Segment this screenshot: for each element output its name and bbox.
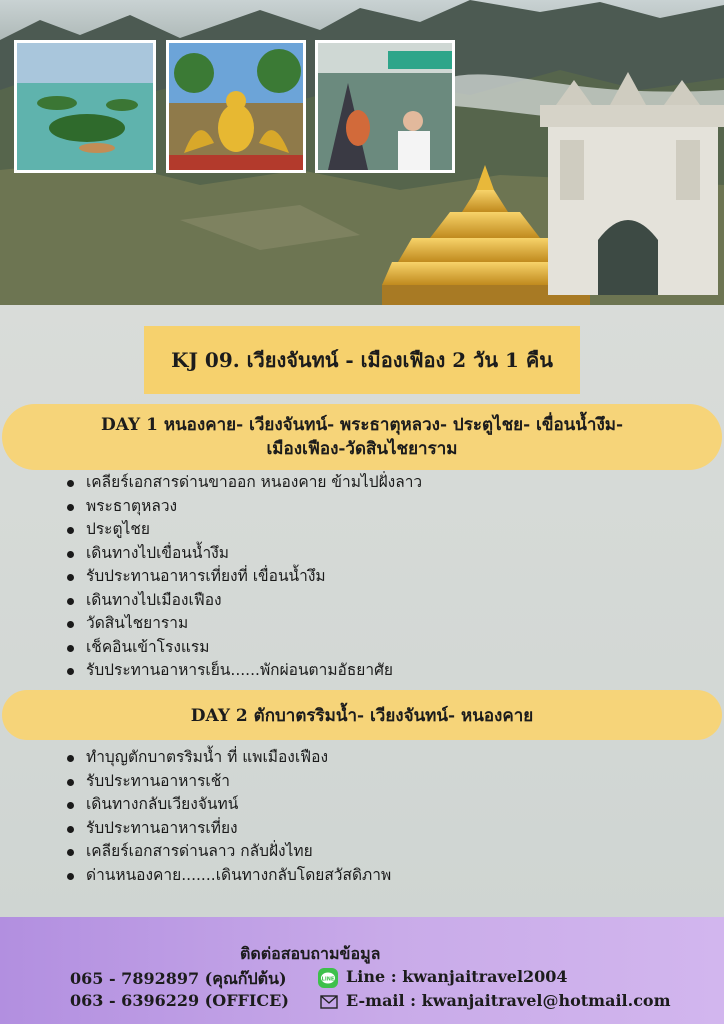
photo-buddha-temple bbox=[166, 40, 306, 173]
phone-office: 063 - 6396229 (OFFICE) bbox=[70, 991, 289, 1010]
list-item: เช็คอินเข้าโรงแรม bbox=[66, 636, 422, 660]
contact-footer bbox=[0, 917, 724, 1024]
list-item: รับประทานอาหารเย็น......พักผ่อนตามอัธยาศัย bbox=[66, 659, 422, 683]
contact-heading: ติดต่อสอบถามข้อมูล bbox=[240, 944, 381, 963]
photo-river-boat bbox=[315, 40, 455, 173]
list-item: เดินทางไปเขื่อนน้ำงึม bbox=[66, 542, 422, 566]
list-item: เคลียร์เอกสารด่านลาว กลับฝั่งไทย bbox=[66, 840, 391, 864]
list-item: รับประทานอาหารเที่ยงที่ เขื่อนน้ำงึม bbox=[66, 565, 422, 589]
email-address[interactable]: E-mail : kwanjaitravel@hotmail.com bbox=[346, 991, 671, 1010]
list-item: วัดสินไชยาราม bbox=[66, 612, 422, 636]
line-app-icon bbox=[318, 968, 338, 988]
day1-heading-line2: เมืองเฟือง-วัดสินไชยาราม bbox=[266, 439, 458, 459]
svg-text:LINE: LINE bbox=[321, 976, 335, 983]
tour-title-box bbox=[144, 326, 580, 394]
photo-lake-islands bbox=[14, 40, 156, 173]
line-id[interactable]: Line : kwanjaitravel2004 bbox=[346, 967, 568, 986]
day2-heading-text: DAY 2 ตักบาตรริมน้ำ- เวียงจันทน์- หนองคาย bbox=[190, 705, 534, 726]
list-item: ด่านหนองคาย.......เดินทางกลับโดยสวัสดิภาพ bbox=[66, 864, 391, 888]
list-item: ทำบุญตักบาตรริมน้ำ ที่ แพเมืองเฟือง bbox=[66, 746, 391, 770]
buddha-statue-image bbox=[169, 43, 303, 170]
phone-primary: 065 - 7892897 (คุณก๊ปต้น) bbox=[70, 969, 287, 988]
envelope-icon bbox=[320, 994, 338, 1008]
day1-heading-line1: DAY 1 หนองคาย- เวียงจันทน์- พระธาตุหลวง- ประตูไชย- เขื่อนน้ำงึม- bbox=[100, 415, 624, 435]
list-item: พระธาตุหลวง bbox=[66, 495, 422, 519]
list-item: รับประทานอาหารเที่ยง bbox=[66, 817, 391, 841]
list-item: รับประทานอาหารเช้า bbox=[66, 770, 391, 794]
list-item: เดินทางกลับเวียงจันทน์ bbox=[66, 793, 391, 817]
hero-banner bbox=[0, 0, 724, 305]
day2-itinerary-list bbox=[66, 746, 391, 887]
lake-islands-image bbox=[17, 43, 153, 170]
list-item: เดินทางไปเมืองเฟือง bbox=[66, 589, 422, 613]
list-item: ประตูไชย bbox=[66, 518, 422, 542]
list-item: เคลียร์เอกสารด่านขาออก หนองคาย ข้ามไปฝั่งลาว bbox=[66, 471, 422, 495]
day1-itinerary-list bbox=[66, 471, 422, 683]
day2-heading bbox=[2, 690, 722, 740]
victory-gate-illustration bbox=[540, 72, 724, 295]
river-boat-image bbox=[318, 43, 452, 170]
day1-heading bbox=[2, 404, 722, 470]
tour-title: KJ 09. เวียงจันทน์ - เมืองเฟือง 2 วัน 1 คืน bbox=[171, 348, 553, 372]
